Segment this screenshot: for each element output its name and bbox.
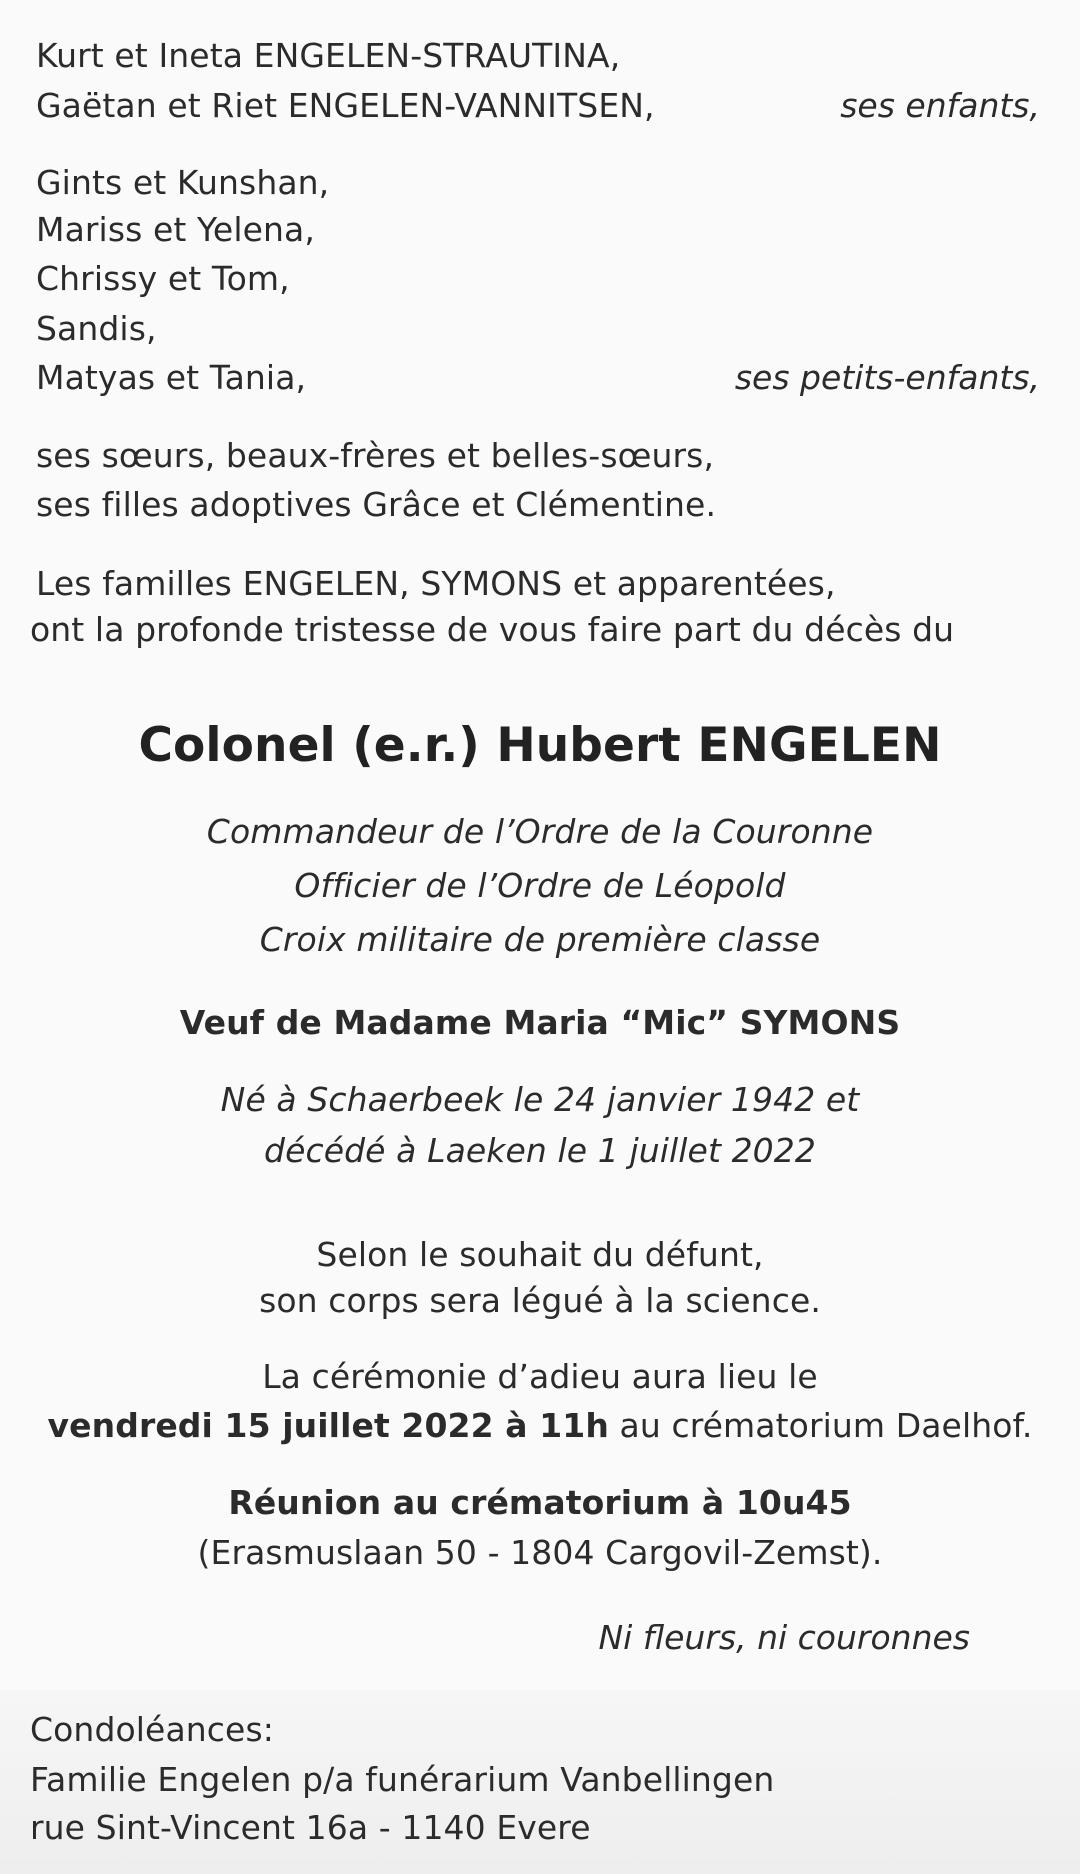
wish-line-2: son corps sera légué à la science.: [259, 1281, 821, 1320]
grandchild-line-3: Chrissy et Tom,: [36, 259, 290, 298]
child-line-2: Gaëtan et Riet ENGELEN-VANNITSEN,: [36, 86, 655, 125]
condolences-line-2: rue Sint-Vincent 16a - 1140 Evere: [30, 1808, 591, 1847]
grandchild-line-1: Gints et Kunshan,: [36, 163, 330, 202]
death-line: décédé à Laeken le 1 juillet 2022: [264, 1131, 816, 1170]
ceremony-line-1: La cérémonie d’adieu aura lieu le: [262, 1357, 818, 1396]
address-line: (Erasmuslaan 50 - 1804 Cargovil-Zemst).: [197, 1533, 883, 1572]
meeting-line: Réunion au crématorium à 10u45: [228, 1483, 852, 1522]
families-line-1: Les familles ENGELEN, SYMONS et apparentées,: [36, 564, 836, 603]
ceremony-place: au crématorium Daelhof.: [608, 1406, 1033, 1445]
families-line-2: ont la profonde tristesse de vous faire part du décès du: [30, 610, 955, 649]
grandchild-line-5: Matyas et Tania,: [36, 358, 307, 397]
grandchild-line-2: Mariss et Yelena,: [36, 210, 315, 249]
child-line-1: Kurt et Ineta ENGELEN-STRAUTINA,: [36, 36, 621, 75]
relatives-line-2: ses filles adoptives Grâce et Clémentine.: [36, 485, 717, 524]
birth-line: Né à Schaerbeek le 24 janvier 1942 et: [220, 1080, 860, 1119]
children-label: ses enfants,: [840, 86, 1040, 125]
grandchildren-label: ses petits-enfants,: [734, 358, 1040, 397]
ceremony-date: vendredi 15 juillet 2022 à 11h: [47, 1406, 609, 1445]
honor-line-1: Commandeur de l’Ordre de la Couronne: [206, 812, 874, 851]
wish-line-1: Selon le souhait du défunt,: [316, 1235, 764, 1274]
grandchild-line-4: Sandis,: [36, 309, 157, 348]
relatives-line-1: ses sœurs, beaux-frères et belles-sœurs,: [36, 436, 715, 475]
no-flowers-note: Ni fleurs, ni couronnes: [598, 1618, 970, 1657]
ceremony-line-2: [0, 1406, 1080, 1446]
honor-line-2: Officier de l’Ordre de Léopold: [294, 866, 786, 905]
condolences-line-1: Familie Engelen p/a funérarium Vanbellingen: [30, 1760, 775, 1799]
honor-line-3: Croix militaire de première classe: [259, 920, 821, 959]
deceased-name: Colonel (e.r.) Hubert ENGELEN: [138, 718, 942, 773]
condolences-heading: Condoléances:: [30, 1710, 274, 1749]
condolences-section: [0, 1690, 1080, 1874]
widower-line: Veuf de Madame Maria “Mic” SYMONS: [179, 1003, 901, 1042]
